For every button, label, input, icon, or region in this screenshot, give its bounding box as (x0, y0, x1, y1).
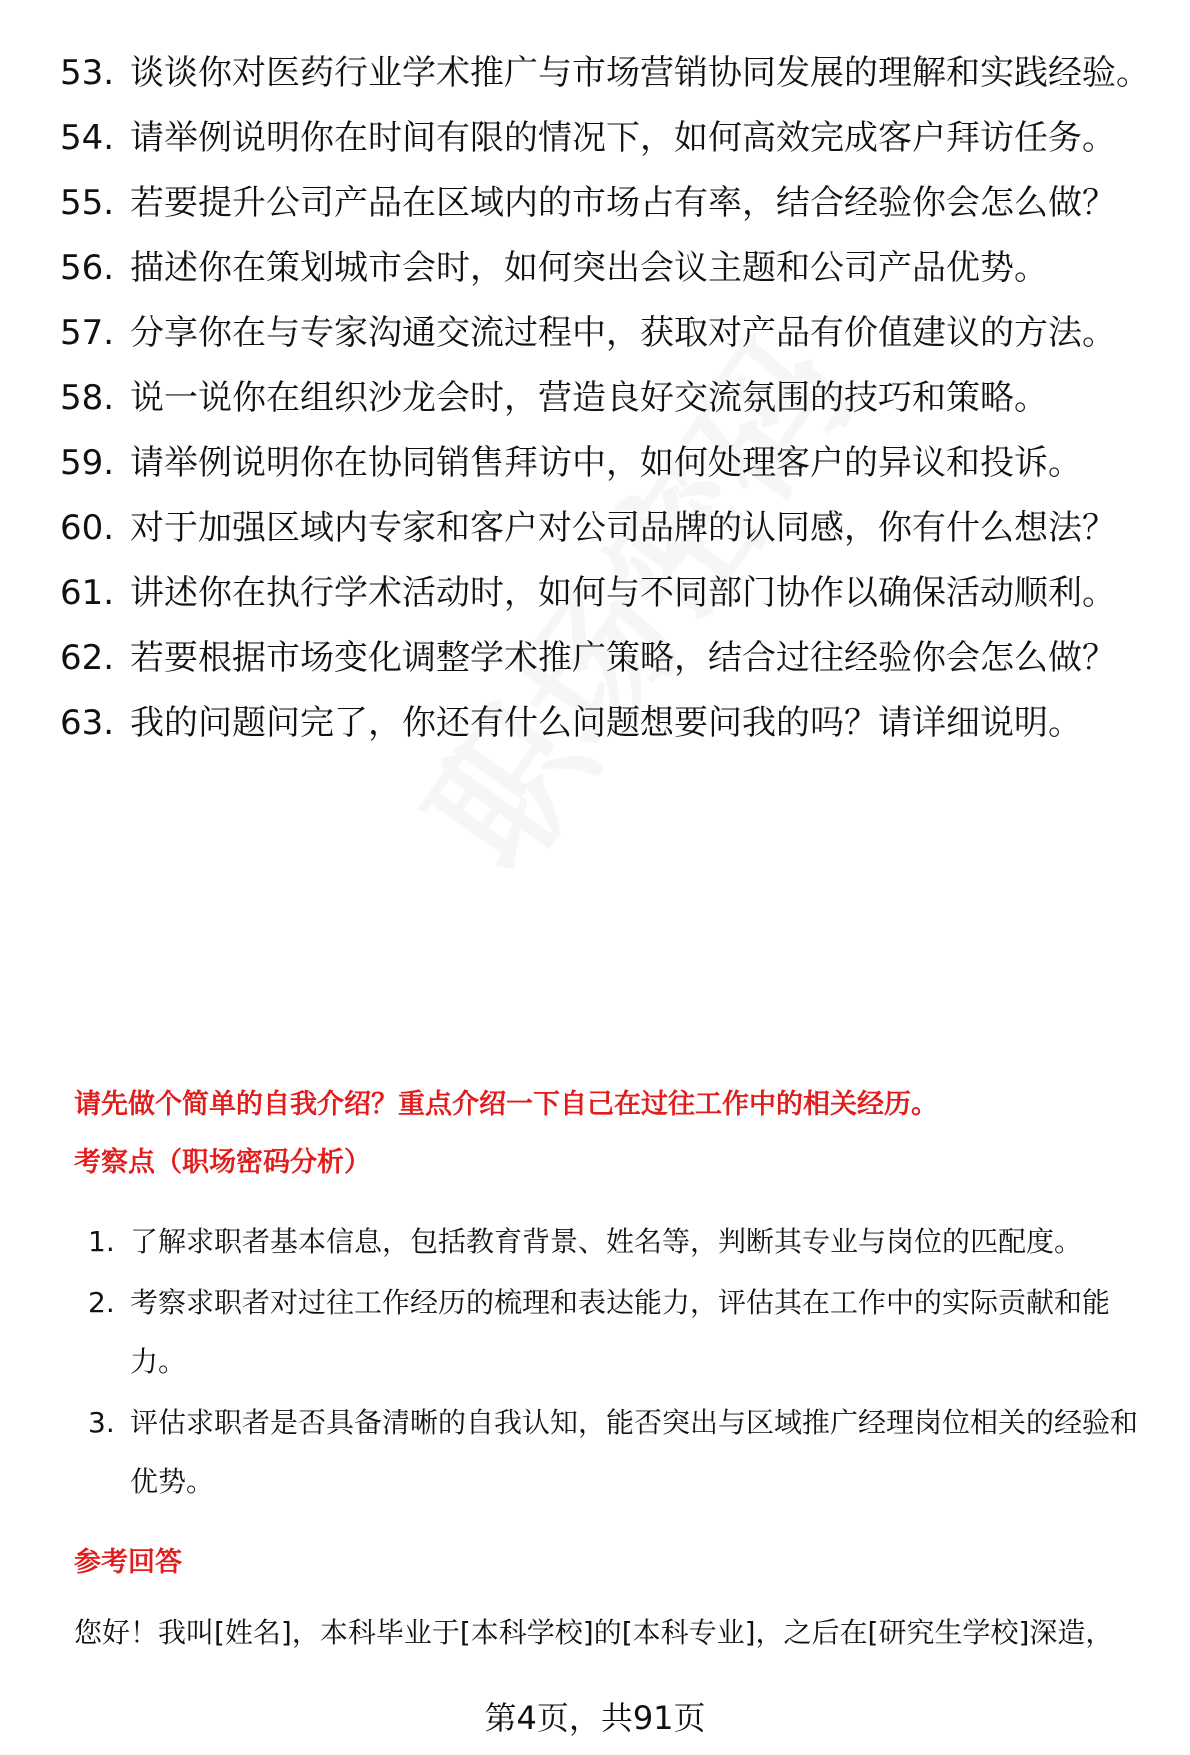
list-item (60, 52, 1160, 94)
analysis-title: 考察点（职场密码分析） (74, 1147, 371, 1178)
question-number: 63. (60, 703, 115, 743)
question-number: 60. (60, 508, 115, 548)
question-list (60, 52, 1160, 767)
answer-text: 您好！我叫[姓名]，本科毕业于[本科学校]的[本科专业]，之后在[研究生学校]深造， (74, 1616, 1114, 1649)
list-item (60, 702, 1160, 744)
question-text: 对于加强区域内专家和客户对公司品牌的认同感，你有什么想法？ (130, 508, 1116, 548)
list-item (60, 377, 1160, 419)
list-item (60, 507, 1160, 549)
list-item (60, 442, 1160, 484)
list-item (88, 1393, 1158, 1511)
answer-title: 参考回答 (74, 1547, 182, 1578)
question-number: 56. (60, 248, 115, 288)
point-number: 2. (88, 1286, 115, 1319)
question-number: 59. (60, 443, 115, 483)
list-item (88, 1212, 1158, 1271)
question-number: 53. (60, 53, 115, 93)
point-text: 考察求职者对过往工作经历的梳理和表达能力，评估其在工作中的实际贡献和能力。 (130, 1286, 1111, 1378)
section-question-heading: 请先做个简单的自我介绍？重点介绍一下自己在过往工作中的相关经历。 (74, 1089, 938, 1120)
question-text: 请举例说明你在时间有限的情况下，如何高效完成客户拜访任务。 (130, 118, 1116, 158)
list-item (60, 247, 1160, 289)
point-number: 1. (88, 1225, 115, 1258)
list-item (60, 182, 1160, 224)
question-text: 请举例说明你在协同销售拜访中，如何处理客户的异议和投诉。 (130, 443, 1082, 483)
question-text: 说一说你在组织沙龙会时，营造良好交流氛围的技巧和策略。 (130, 378, 1048, 418)
question-number: 58. (60, 378, 115, 418)
question-number: 55. (60, 183, 115, 223)
list-item (60, 572, 1160, 614)
point-text: 评估求职者是否具备清晰的自我认知，能否突出与区域推广经理岗位相关的经验和优势。 (130, 1406, 1139, 1498)
list-item (60, 117, 1160, 159)
point-number: 3. (88, 1406, 115, 1439)
question-text: 若要根据市场变化调整学术推广策略，结合过往经验你会怎么做？ (130, 638, 1116, 678)
list-item (88, 1273, 1158, 1391)
point-text: 了解求职者基本信息，包括教育背景、姓名等，判断其专业与岗位的匹配度。 (130, 1225, 1083, 1258)
list-item (60, 312, 1160, 354)
question-number: 62. (60, 638, 115, 678)
page-footer: 第4页，共91页 (484, 1699, 706, 1737)
question-text: 若要提升公司产品在区域内的市场占有率，结合经验你会怎么做？ (130, 183, 1116, 223)
list-item (60, 637, 1160, 679)
question-number: 54. (60, 118, 115, 158)
question-text: 谈谈你对医药行业学术推广与市场营销协同发展的理解和实践经验。 (130, 53, 1150, 93)
question-text: 我的问题问完了，你还有什么问题想要问我的吗？请详细说明。 (130, 703, 1082, 743)
question-text: 描述你在策划城市会时，如何突出会议主题和公司产品优势。 (130, 248, 1048, 288)
analysis-points (88, 1212, 1158, 1513)
question-number: 61. (60, 573, 115, 613)
question-text: 分享你在与专家沟通交流过程中，获取对产品有价值建议的方法。 (130, 313, 1116, 353)
question-number: 57. (60, 313, 115, 353)
question-text: 讲述你在执行学术活动时，如何与不同部门协作以确保活动顺利。 (130, 573, 1116, 613)
